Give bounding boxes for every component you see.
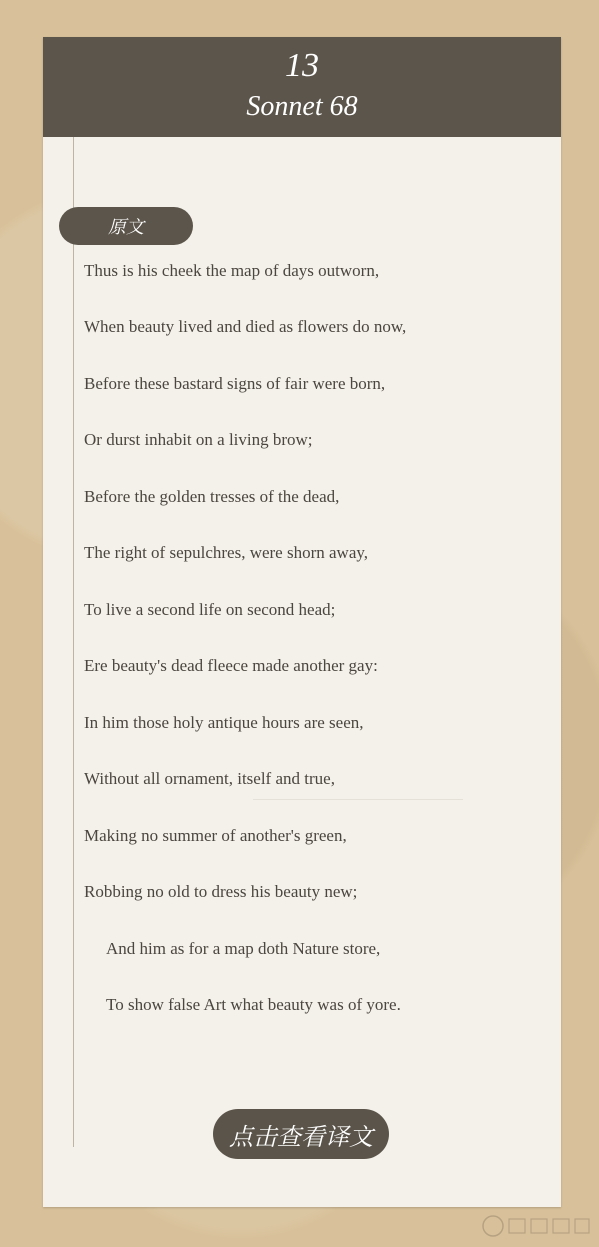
poem-line: Robbing no old to dress his beauty new; bbox=[84, 882, 358, 901]
header-banner bbox=[43, 37, 561, 137]
poem-line: Or durst inhabit on a living brow; bbox=[84, 430, 313, 449]
poem-line: To show false Art what beauty was of yore. bbox=[106, 995, 401, 1014]
sonnet-card bbox=[43, 37, 561, 1207]
margin-rule bbox=[73, 137, 74, 1147]
poem-line: Without all ornament, itself and true, bbox=[84, 769, 335, 788]
poem-line: In him those holy antique hours are seen, bbox=[84, 713, 364, 732]
poem-line: Before the golden tresses of the dead, bbox=[84, 487, 340, 506]
poem-line: Before these bastard signs of fair were born, bbox=[84, 374, 386, 393]
poem-line: When beauty lived and died as flowers do now, bbox=[84, 317, 407, 336]
sonnet-title: Sonnet 68 bbox=[246, 91, 358, 122]
poem-line: Ere beauty's dead fleece made another gay: bbox=[84, 656, 378, 675]
watermark-logo-icon bbox=[481, 1213, 591, 1239]
original-text-label: 原文 bbox=[59, 207, 193, 245]
poem-line: To live a second life on second head; bbox=[84, 600, 336, 619]
view-translation-button[interactable]: 点击查看译文 bbox=[213, 1109, 389, 1159]
poem-line: And him as for a map doth Nature store, bbox=[106, 939, 381, 958]
poem-line: The right of sepulchres, were shorn away, bbox=[84, 543, 369, 562]
sonnet-number: 13 bbox=[285, 47, 319, 84]
divider bbox=[253, 799, 463, 800]
poem-line: Making no summer of another's green, bbox=[84, 826, 347, 845]
poem-line: Thus is his cheek the map of days outworn, bbox=[84, 261, 380, 280]
